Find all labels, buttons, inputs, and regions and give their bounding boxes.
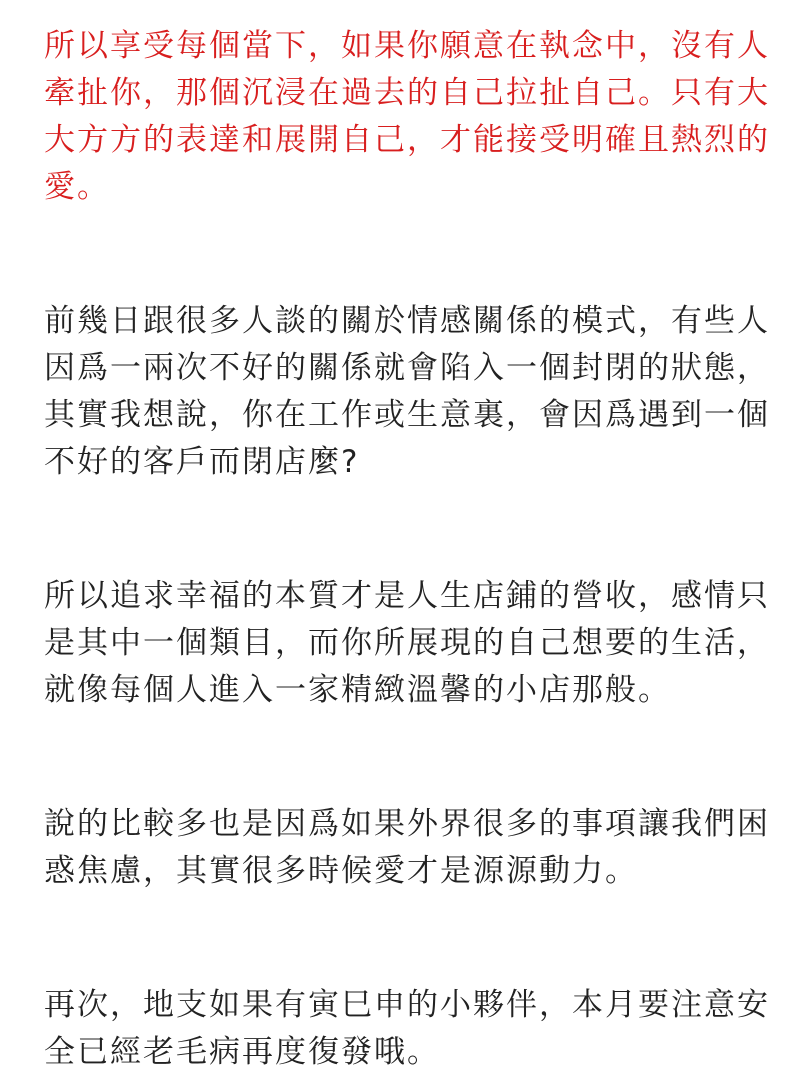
- text-line: 是其中一個類目，而你所展現的自己想要的生活，: [44, 625, 770, 661]
- text-line: 牽扯你，那個沉浸在過去的自己拉扯自己。只有大: [44, 75, 770, 111]
- text-line: 再次，地支如果有寅巳申的小夥伴，本月要注意安: [44, 987, 770, 1023]
- text-line: 就像每個人進入一家精緻溫馨的小店那般。: [44, 672, 671, 708]
- text-line: 所以追求幸福的本質才是人生店鋪的營收，感情只: [44, 578, 770, 614]
- paragraph: [44, 573, 774, 714]
- article-body: [44, 23, 774, 1076]
- text-line: 前幾日跟很多人談的關於情感關係的模式，有些人: [44, 303, 770, 339]
- text-line: 所以享受每個當下，如果你願意在執念中，沒有人: [44, 28, 770, 64]
- paragraph: [44, 298, 774, 486]
- paragraph: [44, 982, 774, 1076]
- text-line: 不好的客戶而閉店麼?: [44, 444, 360, 480]
- text-line: 全已經老毛病再度復發哦。: [44, 1034, 440, 1070]
- paragraph: [44, 801, 774, 895]
- text-line: 因爲一兩次不好的關係就會陷入一個封閉的狀態，: [44, 350, 770, 386]
- text-line: 大方方的表達和展開自己，才能接受明確且熱烈的: [44, 122, 770, 158]
- highlighted-paragraph: [44, 23, 774, 211]
- text-line: 其實我想說，你在工作或生意裏，會因爲遇到一個: [44, 397, 770, 433]
- text-line: 愛。: [44, 169, 110, 205]
- text-line: 惑焦慮，其實很多時候愛才是源源動力。: [44, 853, 638, 889]
- text-line: 說的比較多也是因爲如果外界很多的事項讓我們困: [44, 806, 770, 842]
